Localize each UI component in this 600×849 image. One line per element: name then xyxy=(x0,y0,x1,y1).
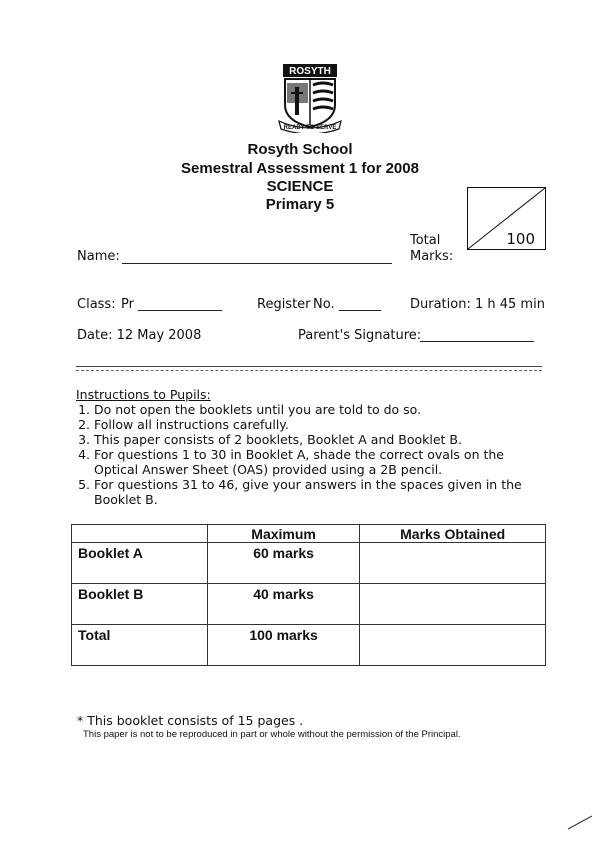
school-crest xyxy=(277,63,343,133)
instructions xyxy=(76,387,546,507)
row-obtained[interactable] xyxy=(360,543,546,584)
list-item: 4. For questions 1 to 30 in Booklet A, shade the correct ovals on the Optical Answer Sheet (OAS) provided using a 2B pencil. xyxy=(94,447,546,477)
row-maximum: 100 marks xyxy=(207,625,359,666)
row-label: Booklet B xyxy=(72,584,208,625)
instructions-title: Instructions to Pupils: xyxy=(76,387,211,402)
row-label: Booklet A xyxy=(72,543,208,584)
register-no-label: No. xyxy=(313,297,335,312)
marks-table xyxy=(71,524,546,666)
copyright-note: This paper is not to be reproduced in part or whole without the permission of the Principal. xyxy=(83,729,461,740)
crest-banner: ROSYTH xyxy=(289,66,331,77)
name-label: Name: xyxy=(77,249,120,264)
subject-title: SCIENCE xyxy=(266,178,334,195)
scan-mark xyxy=(566,812,596,832)
instructions-list xyxy=(76,402,546,507)
duration-text: Duration: 1 h 45 min xyxy=(410,297,545,312)
list-item: 5. For questions 31 to 46, give your answers in the spaces given in the Booklet B. xyxy=(94,477,546,507)
register-label: Register xyxy=(257,297,311,312)
crest-motto: READY TO SERVE xyxy=(283,125,337,131)
table-row xyxy=(72,543,546,584)
total-marks-value: 100 xyxy=(506,230,535,248)
list-item: 2. Follow all instructions carefully. xyxy=(94,417,546,432)
total-marks-box xyxy=(467,187,546,250)
list-item: 3. This paper consists of 2 booklets, Booklet A and Booklet B. xyxy=(94,432,546,447)
name-field[interactable] xyxy=(122,263,392,264)
table-row xyxy=(72,584,546,625)
register-field[interactable] xyxy=(339,310,381,311)
divider-rule xyxy=(76,370,542,371)
class-prefix: Pr xyxy=(121,297,134,312)
marks-label: Marks: xyxy=(410,249,454,264)
divider-rule xyxy=(76,366,542,367)
date-text: Date: 12 May 2008 xyxy=(77,328,202,343)
pages-note: * This booklet consists of 15 pages . xyxy=(77,713,304,728)
table-header xyxy=(72,525,208,543)
class-field[interactable] xyxy=(138,310,222,311)
table-header: Marks Obtained xyxy=(360,525,546,543)
table-header: Maximum xyxy=(207,525,359,543)
signature-field[interactable] xyxy=(420,341,534,342)
level-title: Primary 5 xyxy=(265,196,335,213)
list-item: 1. Do not open the booklets until you are told to do so. xyxy=(94,402,546,417)
table-header-row xyxy=(72,525,546,543)
class-label: Class: xyxy=(77,297,116,312)
total-label: Total xyxy=(410,233,441,248)
assessment-title: Semestral Assessment 1 for 2008 xyxy=(181,160,419,177)
row-obtained[interactable] xyxy=(360,584,546,625)
signature-label: Parent's Signature: xyxy=(298,328,422,343)
row-maximum: 40 marks xyxy=(207,584,359,625)
table-row xyxy=(72,625,546,666)
row-maximum: 60 marks xyxy=(207,543,359,584)
school-name: Rosyth School xyxy=(247,141,353,158)
row-obtained[interactable] xyxy=(360,625,546,666)
row-label: Total xyxy=(72,625,208,666)
